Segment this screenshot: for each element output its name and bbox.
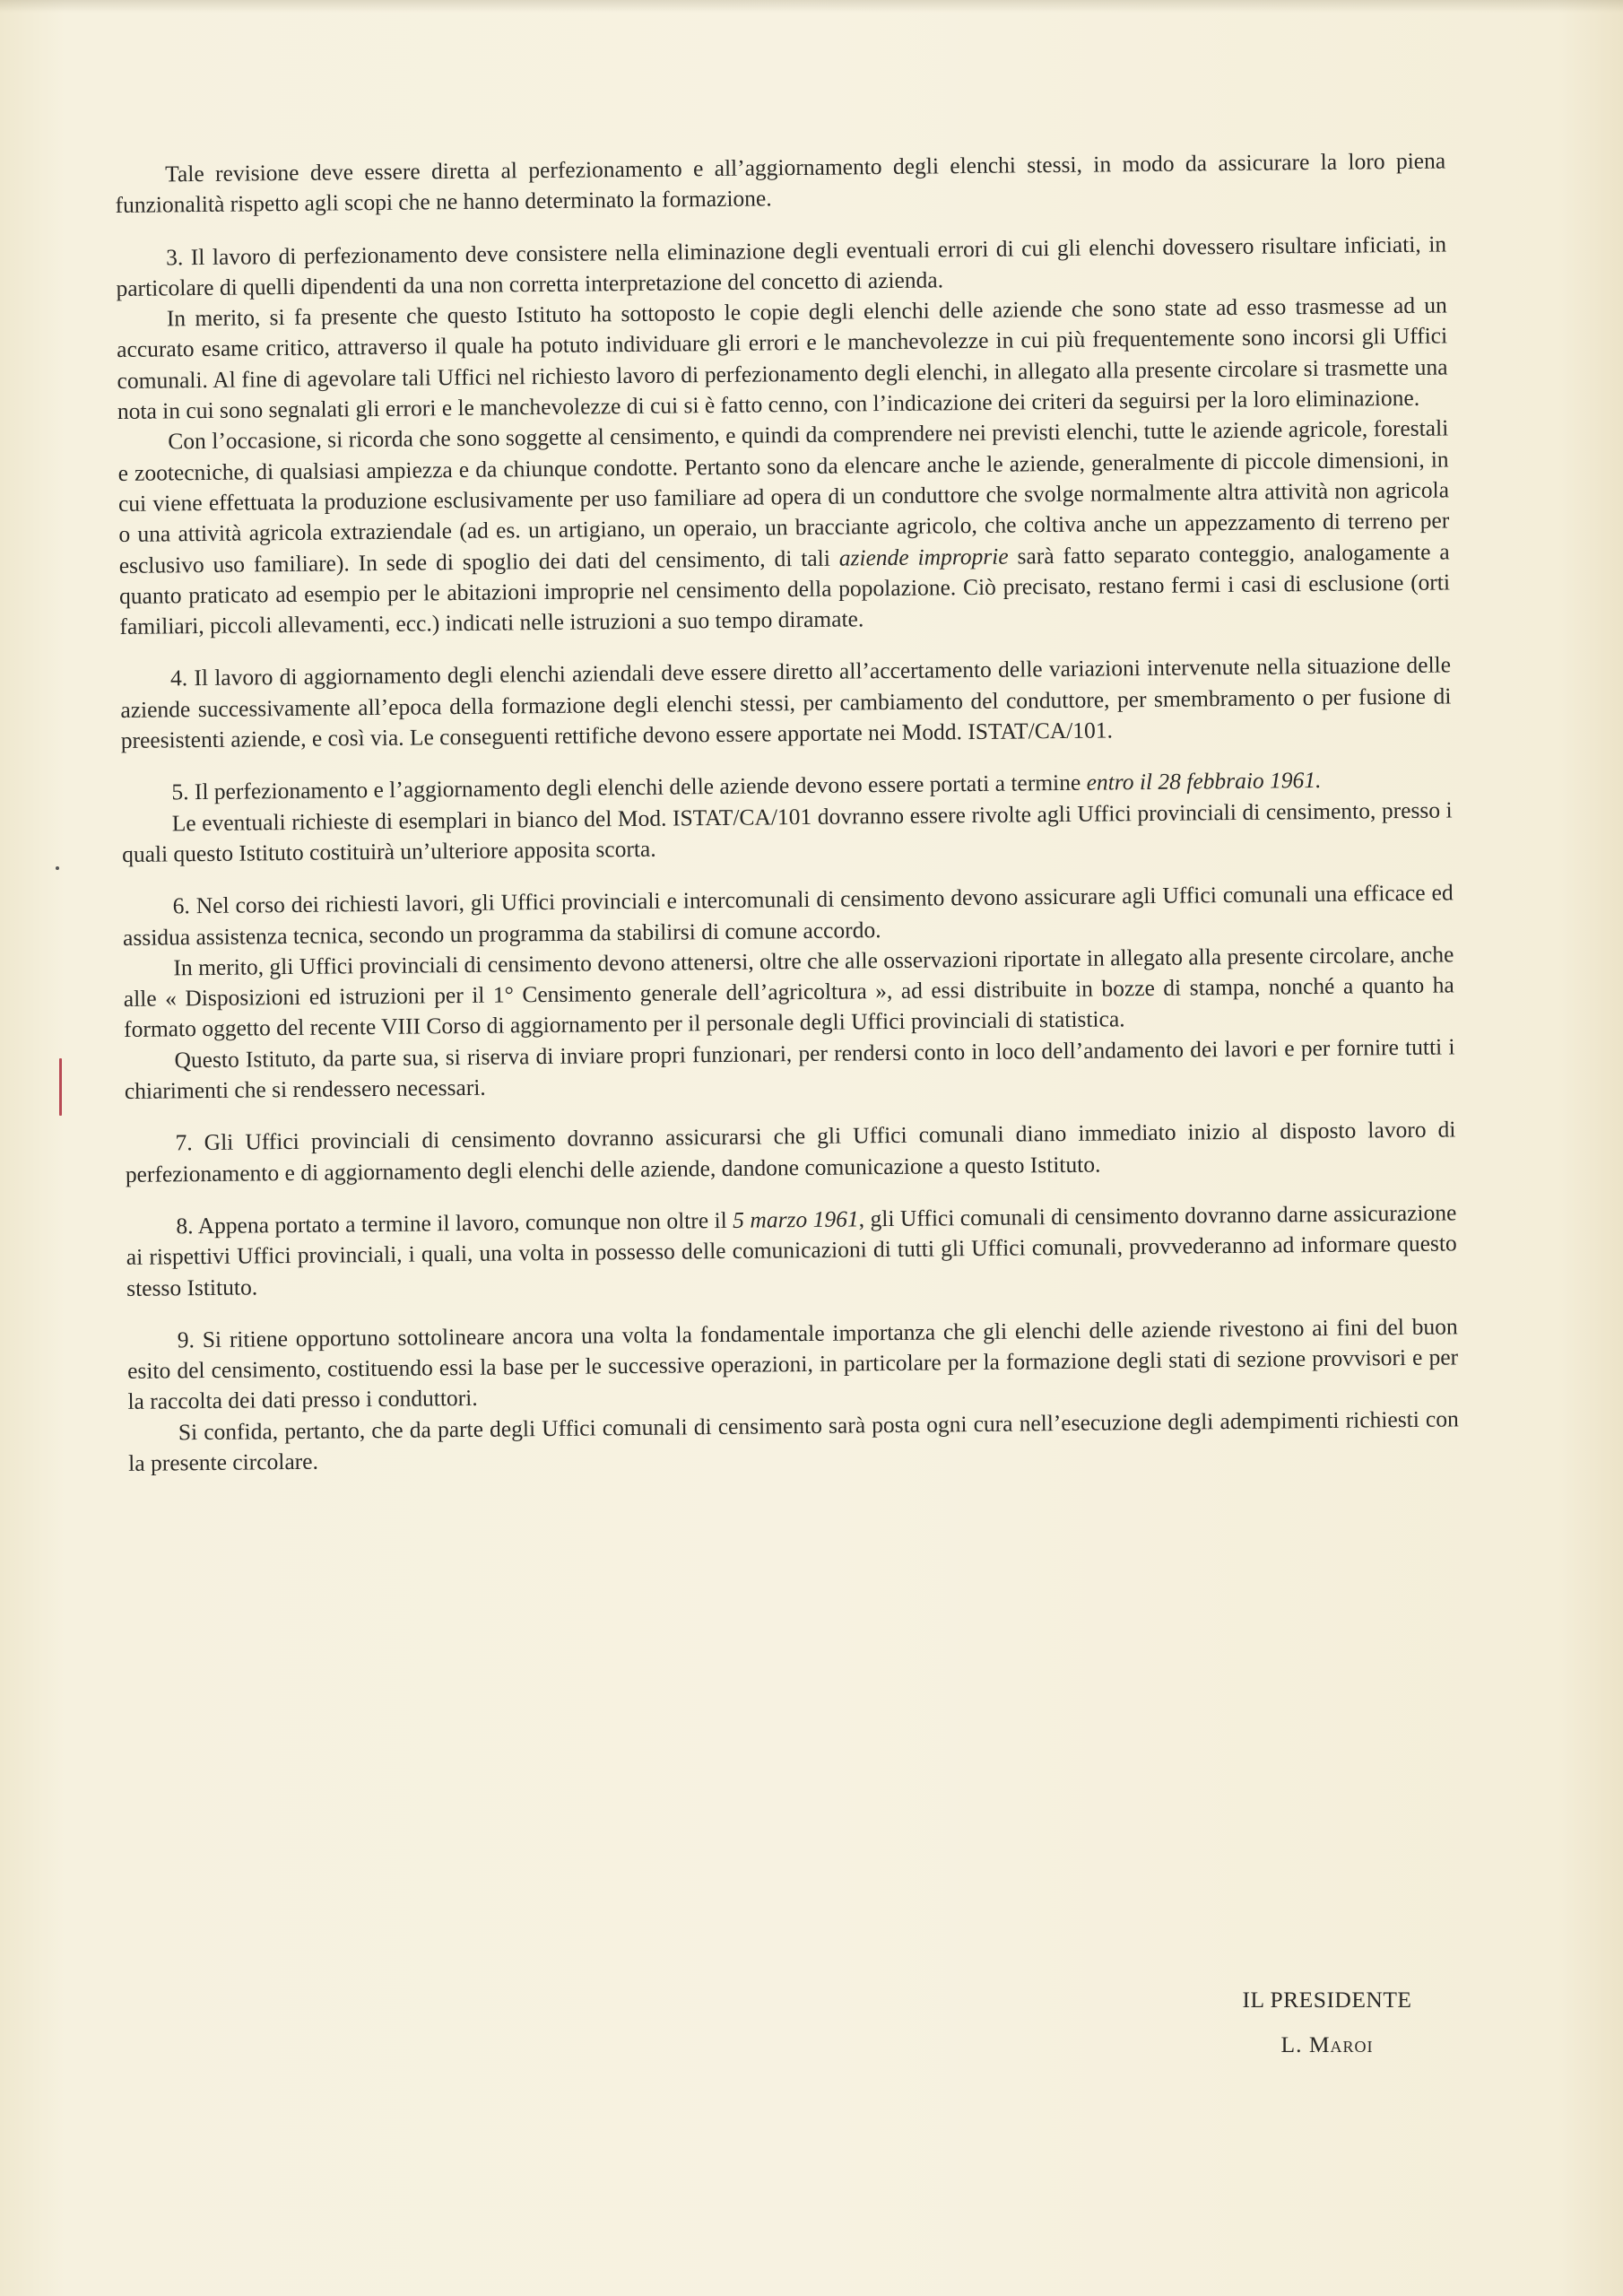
signature-title: IL PRESIDENTE [1242, 1987, 1412, 2013]
signature-name: L. Maroi [1280, 2031, 1374, 2057]
paragraph-9: 9. Si ritiene opportuno sottolineare ancora una volta la fondamentale importanza che gli elenchi delle aziende rivestono ai fini del buon esito del censimento, costituendo essi la base per le successive operazioni, in particolare per la formazione degli stati di sezione provvisori e per la raccolta dei dati presso i conduttori. [126, 1313, 1459, 1415]
paragraph-6-assistenza: 6. Nel corso dei richiesti lavori, gli Uffici provinciali e intercomunali di censimento devono assicurare agli Uffici comunali una efficace ed assidua assistenza tecnica, secondo un programma da stabilirsi di comune accordo. [122, 879, 1454, 951]
text-run: , gli Uffici comunali di censimento dovranno darne assicurazione ai rispettivi Uffici provinciali, i quali, una volta in possesso delle comunicazioni di tutti gli Uffici comunali, provvederanno ad informare questo stesso Istituto. [126, 1199, 1457, 1301]
document-body [115, 145, 1459, 1479]
paragraph-6-istituto: Questo Istituto, da parte sua, si riserva di inviare propri funzionari, per rendersi conto in loco dell’andamento dei lavori e per fornire tutti i chiarimenti che si rendessero necessari. [124, 1033, 1455, 1104]
paragraph-3-occasione [117, 413, 1450, 643]
paragraph-3-in-merito: In merito, si fa presente che questo Istituto ha sottoposto le copie degli elenchi delle aziende che sono state ad esso trasmesse ad un accurato esame critico, attraverso il quale ha potuto individuare gli errori e le manchevolezze in cui più frequentemente sono incorsi gli Uffici comunali. Al fine di agevolare tali Uffici nel richiesto lavoro di perfezionamento degli elenchi, in allegato alla presente circolare si trasmette una nota in cui sono segnalati gli errori e le manchevolezze di cui si è fatto cenno, con l’indicazione dei criteri da seguirsi per la loro eliminazione. [117, 291, 1448, 425]
margin-pen-mark [59, 1058, 62, 1116]
text-run: 5. Il perfezionamento e l’aggiornamento degli elenchi delle aziende devono essere portati a termine [171, 770, 1087, 805]
paragraph-9-confida: Si confida, pertanto, che da parte degli Uffici comunali di censimento sarà posta ogni cura nell’esecuzione degli adempimenti richiesti con la presente circolare. [128, 1405, 1459, 1476]
emphasis-aziende-improprie: aziende improprie [838, 543, 1009, 571]
paragraph-8 [126, 1197, 1457, 1303]
paragraph-3-perfezionamento: 3. Il lavoro di perfezionamento deve consistere nella eliminazione degli eventuali errori di cui gli elenchi dovessero risultare inficiati, in particolare di quelli dipendenti da una non corretta interpretazione del concetto di azienda. [116, 230, 1447, 301]
paragraph-7: 7. Gli Uffici provinciali di censimento dovranno assicurarsi che gli Uffici comunali diano immediato inizio al disposto lavoro di perfezionamento e di aggiornamento degli elenchi delle aziende, dandone comunicazione a questo Istituto. [125, 1116, 1456, 1187]
text-run: Con l’occasione, si ricorda che sono soggette al censimento, e quindi da comprendere nei previsti elenchi, tutte le aziende agricole, forestali e zootecniche, di qualsiasi ampiezza e da chiunque condotte. Pertanto sono da elencare anche le aziende, generalmente di piccole dimensioni, in cui viene effettuata la produzione esclusivamente per uso familiare ad opera di un conduttore che svolge normalmente altra attività non agricola o una attività agricola extraziendale (ad es. un artigiano, un operaio, un bracciante agricolo, che coltiva anche un appezzamento di terreno per esclusivo uso familiare). In sede di spoglio dei dati del censimento, di tali [117, 414, 1450, 578]
paragraph-4-aggiornamento: 4. Il lavoro di aggiornamento degli elenchi aziendali deve essere diretto all’accertamento delle variazioni intervenute nella situazione delle aziende successivamente all’epoca della formazione degli elenchi stessi, per cambiamento del conduttore, per smembramento o per fusione di preesistenti aziende, e così via. Le conseguenti rettifiche devono essere apportate nei Modd. ISTAT/CA/101. [120, 651, 1452, 754]
paragraph-5-richieste: Le eventuali richieste di esemplari in bianco del Mod. ISTAT/CA/101 dovranno essere rivolte agli Uffici provinciali di censimento, presso i quali questo Istituto costituirà un’ulteriore apposita scorta. [121, 796, 1453, 867]
text-run: sarà fatto separato conteggio, analogamente a quanto praticato ad esempio per le abitazioni improprie nel censimento della popolazione. Ciò precisato, restano fermi i casi di esclusione (orti familiari, piccoli allevamenti, ecc.) indicati nelle istruzioni a suo tempo diramate. [118, 537, 1451, 640]
emphasis-deadline-2: 5 marzo 1961 [733, 1205, 859, 1233]
paragraph-6-in-merito: In merito, gli Uffici provinciali di censimento devono attenersi, oltre che alle osservazioni riportate in allegato alla presente circolare, anche alle « Disposizioni ed istruzioni per il 1° Censimento generale dell’agricoltura », ad essi distribuite in bozze di stampa, nonché a quanto ha formato oggetto del recente VIII Corso di aggiornamento per il personale degli Uffici provinciali di statistica. [123, 941, 1454, 1043]
emphasis-deadline-1: entro il 28 febbraio 1961. [1086, 767, 1322, 796]
paragraph-revision: Tale revisione deve essere diretta al perfezionamento e all’aggiornamento degli elenchi stessi, in modo da assicurare la loro piena funzionalità rispetto agli scopi che ne hanno determinato la formazione. [115, 147, 1446, 219]
ink-speck [56, 866, 59, 870]
text-run: 8. Appena portato a termine il lavoro, comunque non oltre il [176, 1206, 733, 1239]
signature-block [1188, 1978, 1466, 2067]
